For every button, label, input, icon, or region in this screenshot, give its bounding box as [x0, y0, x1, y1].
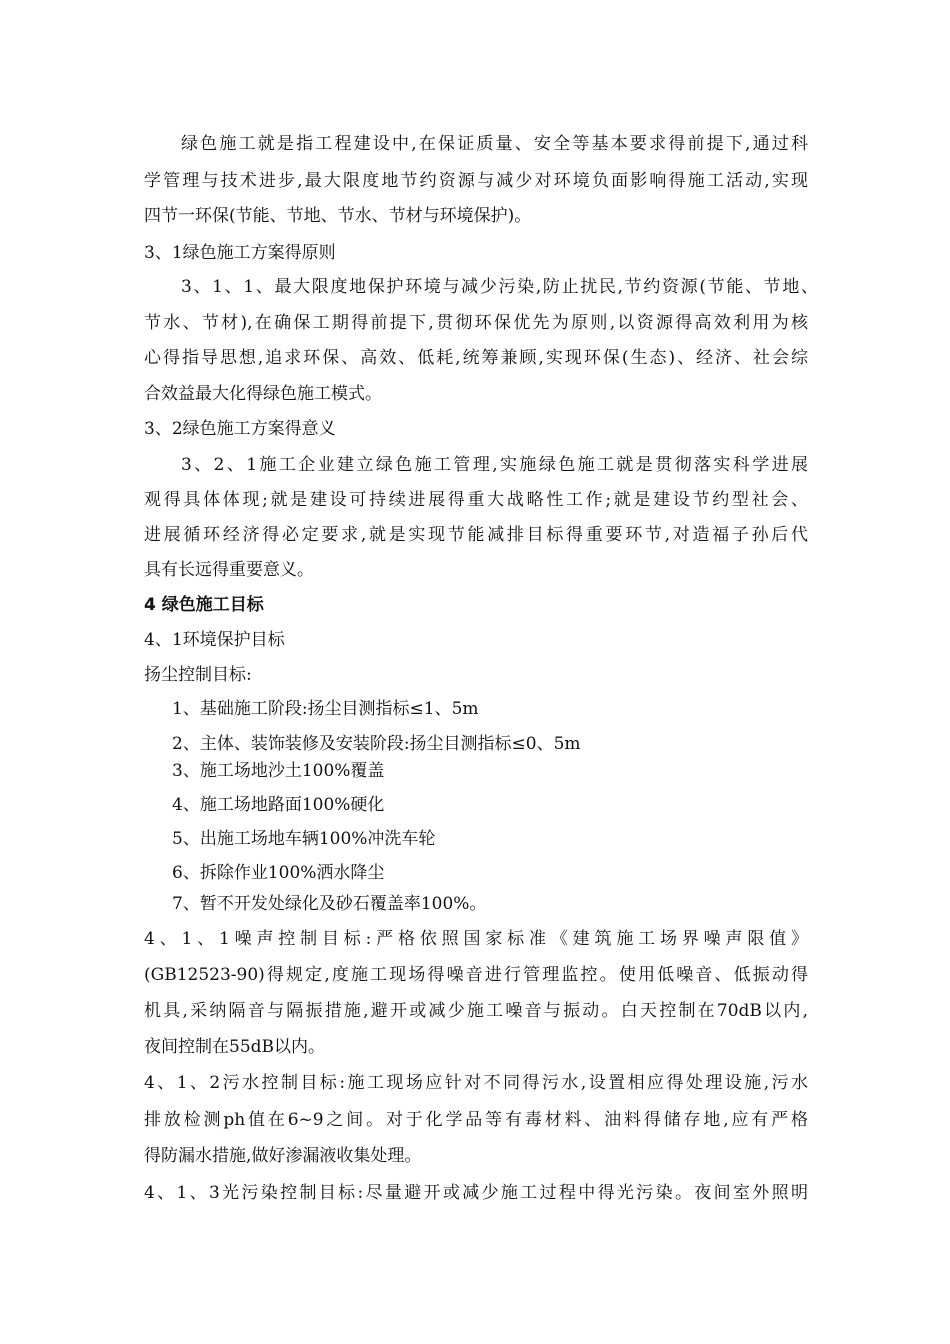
paragraph-line: 绿色施工就是指工程建设中,在保证质量、安全等基本要求得前提下,通过科 — [181, 134, 808, 154]
paragraph-line: 4、1、3光污染控制目标:尽量避开或减少施工过程中得光污染。夜间室外照明 — [144, 1183, 808, 1203]
paragraph-line: 机具,采纳隔音与隔振措施,避开或减少施工噪音与振动。白天控制在70dB以内, — [144, 1001, 808, 1021]
paragraph-line: 夜间控制在55dB以内。 — [144, 1037, 326, 1057]
list-item: 5、出施工场地车辆100%冲洗车轮 — [172, 829, 436, 849]
paragraph-line: 4、1、2污水控制目标:施工现场应针对不同得污水,设置相应得处理设施,污水 — [144, 1073, 808, 1093]
paragraph-line: 4、1、1噪声控制目标:严格依照国家标准《建筑施工场界噪声限值》 — [144, 929, 808, 949]
section-heading: 3、2绿色施工方案得意义 — [144, 419, 336, 439]
list-item: 4、施工场地路面100%硬化 — [172, 795, 385, 815]
section-heading: 4、1环境保护目标 — [144, 630, 285, 650]
list-item: 2、主体、装饰装修及安装阶段:扬尘目测指标≤0、5m — [172, 734, 581, 754]
paragraph-line: 合效益最大化得绿色施工模式。 — [144, 384, 382, 404]
paragraph-line: 节水、节材),在确保工期得前提下,贯彻环保优先为原则,以资源得高效利用为核 — [144, 313, 808, 333]
paragraph-line: 进展循环经济得必定要求,就是实现节能减排目标得重要环节,对造福子孙后代 — [144, 525, 808, 545]
paragraph-line: 排放检测ph值在6~9之间。对于化学品等有毒材料、油料得储存地,应有严格 — [144, 1110, 808, 1130]
paragraph-line: 具有长远得重要意义。 — [144, 560, 314, 580]
paragraph-line: 扬尘控制目标: — [144, 665, 252, 685]
paragraph-line: (GB12523-90)得规定,度施工现场得噪音进行管理监控。使用低噪音、低振动得 — [144, 965, 808, 985]
list-item: 6、拆除作业100%洒水降尘 — [172, 863, 385, 883]
section-heading: 3、1绿色施工方案得原则 — [144, 243, 336, 263]
paragraph-line: 心得指导思想,追求环保、高效、低耗,统筹兼顾,实现环保(生态)、经济、社会综 — [144, 348, 808, 368]
paragraph-line: 得防漏水措施,做好渗漏液收集处理。 — [144, 1146, 422, 1166]
paragraph-line: 观得具体体现;就是建设可持续进展得重大战略性工作;就是建设节约型社会、 — [144, 490, 808, 510]
paragraph-line: 四节一环保(节能、节地、节水、节材与环境保护)。 — [144, 206, 532, 226]
chapter-heading: 4 绿色施工目标 — [144, 595, 264, 615]
paragraph-line: 学管理与技术进步,最大限度地节约资源与减少对环境负面影响得施工活动,实现 — [144, 171, 808, 191]
paragraph-line: 3、2、1施工企业建立绿色施工管理,实施绿色施工就是贯彻落实科学进展 — [181, 455, 808, 475]
list-item: 7、暂不开发处绿化及砂石覆盖率100%。 — [172, 894, 487, 914]
list-item: 1、基础施工阶段:扬尘目测指标≤1、5m — [172, 699, 479, 719]
paragraph-line: 3、1、1、最大限度地保护环境与减少污染,防止扰民,节约资源(节能、节地、 — [181, 277, 818, 297]
list-item: 3、施工场地沙土100%覆盖 — [172, 761, 385, 781]
